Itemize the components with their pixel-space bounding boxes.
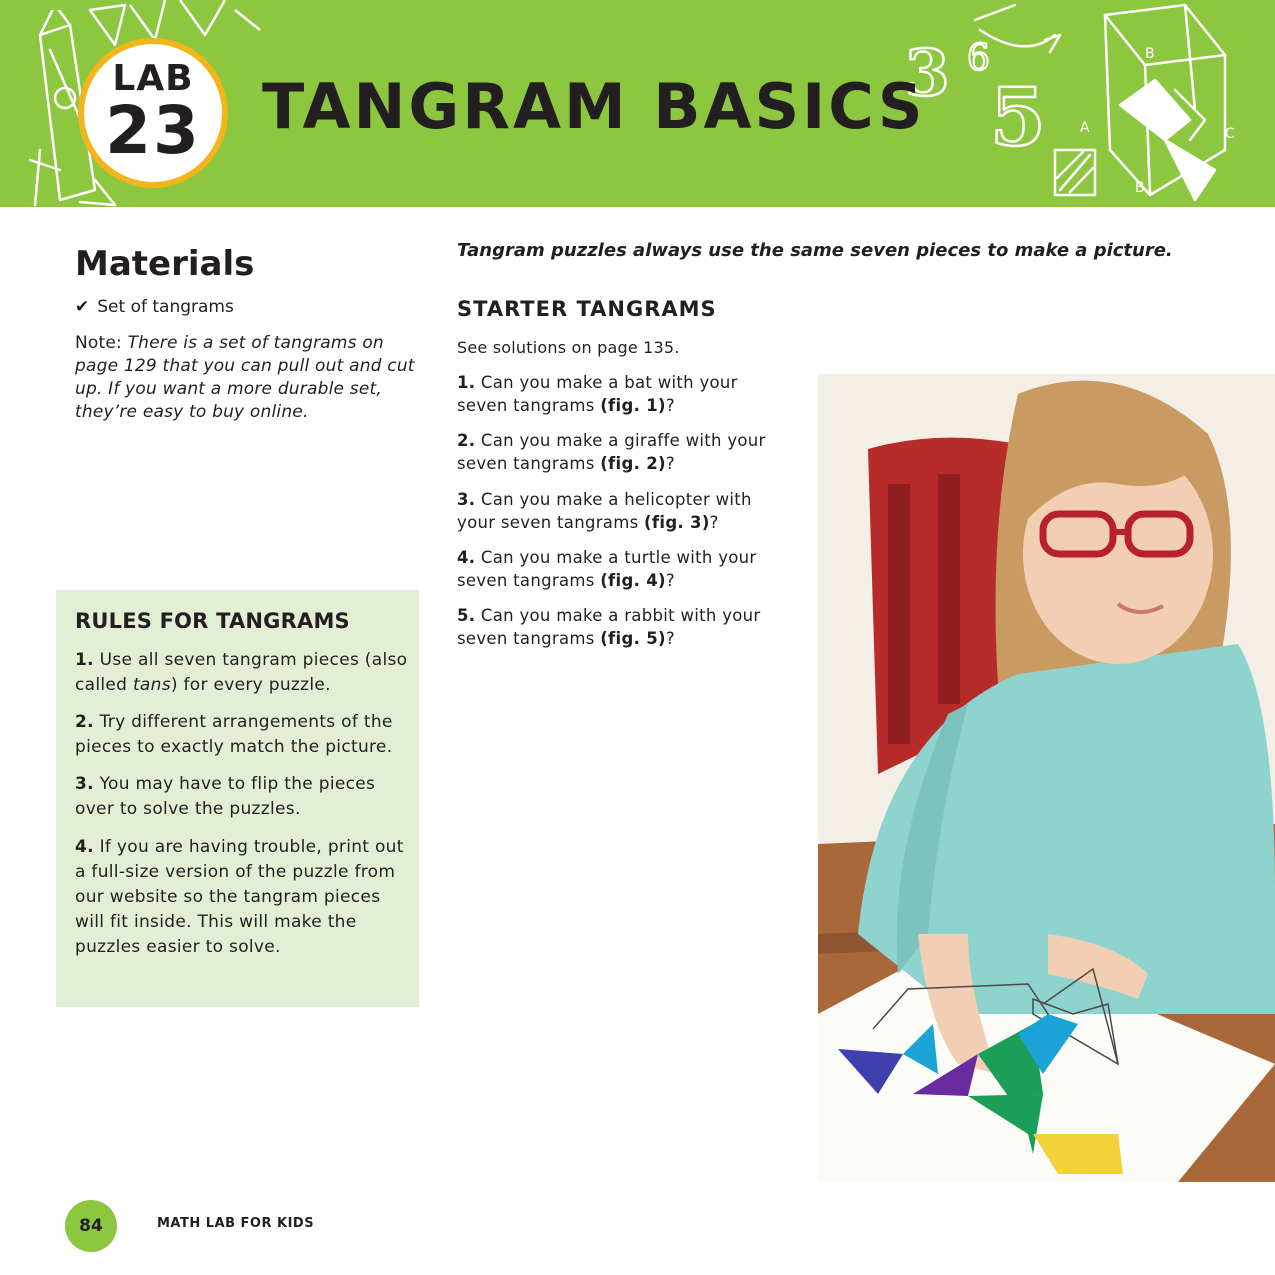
letter-doodle: B [1145,46,1155,62]
figure-ref: (fig. 3) [644,513,710,532]
letter-doodle: C [1225,126,1235,142]
materials-note [75,332,420,424]
figure-ref: (fig. 2) [600,454,666,473]
materials-item [75,297,234,317]
rule-item [75,835,410,960]
question-number: 5. [457,606,476,625]
question-item [457,546,787,592]
digit-doodle: 3 [905,36,950,111]
question-item [457,604,787,650]
lab-number: 23 [105,92,201,169]
question-end: ? [665,571,675,590]
rule-number: 4. [75,837,94,857]
question-end: ? [665,454,675,473]
question-text: Can you make a turtle with your seven tangrams [457,548,757,590]
see-solutions: See solutions on page 135. [457,338,680,357]
rule-text: You may have to flip the pieces over to solve the puzzles. [75,774,376,819]
question-number: 3. [457,490,476,509]
figure-ref: (fig. 5) [600,629,666,648]
question-text: Can you make a giraffe with your seven tangrams [457,431,766,473]
digit-doodle: 5 [990,70,1046,164]
question-number: 2. [457,431,476,450]
rule-number: 2. [75,712,94,732]
rule-text: Use all seven tangram pieces (also called [75,650,408,695]
question-number: 4. [457,548,476,567]
rule-item [75,710,410,760]
rule-number: 3. [75,774,94,794]
materials-heading: Materials [75,244,255,284]
lab-word: LAB [112,58,194,99]
rule-text: ) for every puzzle. [170,675,331,695]
rule-emphasis: tans [132,675,171,695]
child-tangram-photo [818,374,1275,1182]
page-title: TANGRAM BASICS [262,70,926,143]
question-item [457,371,787,417]
letter-doodle: B [1135,180,1145,196]
figure-ref: (fig. 1) [600,396,666,415]
rules-box [56,590,419,1007]
rule-item [75,648,410,698]
figure-ref: (fig. 4) [600,571,666,590]
rules-title: RULES FOR TANGRAMS [75,609,350,633]
photo-illustration [818,374,1275,1182]
page-number: 84 [65,1200,117,1252]
rule-item [75,772,410,822]
digit-doodle: 6 [967,38,990,79]
question-text: Can you make a helicopter with your seven tangrams [457,490,752,532]
question-end: ? [665,396,675,415]
letter-doodle: A [1080,120,1090,136]
lab-badge [78,38,228,188]
rule-text: If you are having trouble, print out a full-size version of the puzzle from our website so the tangram pieces will fit inside. This will make the puzzles easier to solve. [75,837,404,957]
header-banner [0,0,1275,207]
question-item [457,488,787,534]
checkmark-icon: ✔ [75,297,90,317]
intro-text: Tangram puzzles always use the same seven pieces to make a picture. [457,240,1173,261]
rule-number: 1. [75,650,94,670]
question-text: Can you make a rabbit with your seven tangrams [457,606,761,648]
note-label: Note: [75,333,122,353]
question-number: 1. [457,373,476,392]
rule-text: Try different arrangements of the pieces to exactly match the picture. [75,712,393,757]
materials-item-label: Set of tangrams [97,297,234,317]
question-item [457,429,787,475]
question-end: ? [665,629,675,648]
starter-heading: STARTER TANGRAMS [457,297,717,321]
question-text: Can you make a bat with your seven tangrams [457,373,738,415]
note-text: There is a set of tangrams on page 129 that you can pull out and cut up. If you want a more durable set, they’re easy to buy online. [75,333,415,422]
question-end: ? [709,513,719,532]
math-doodles-icon [895,0,1275,207]
book-title: MATH LAB FOR KIDS [157,1216,315,1231]
